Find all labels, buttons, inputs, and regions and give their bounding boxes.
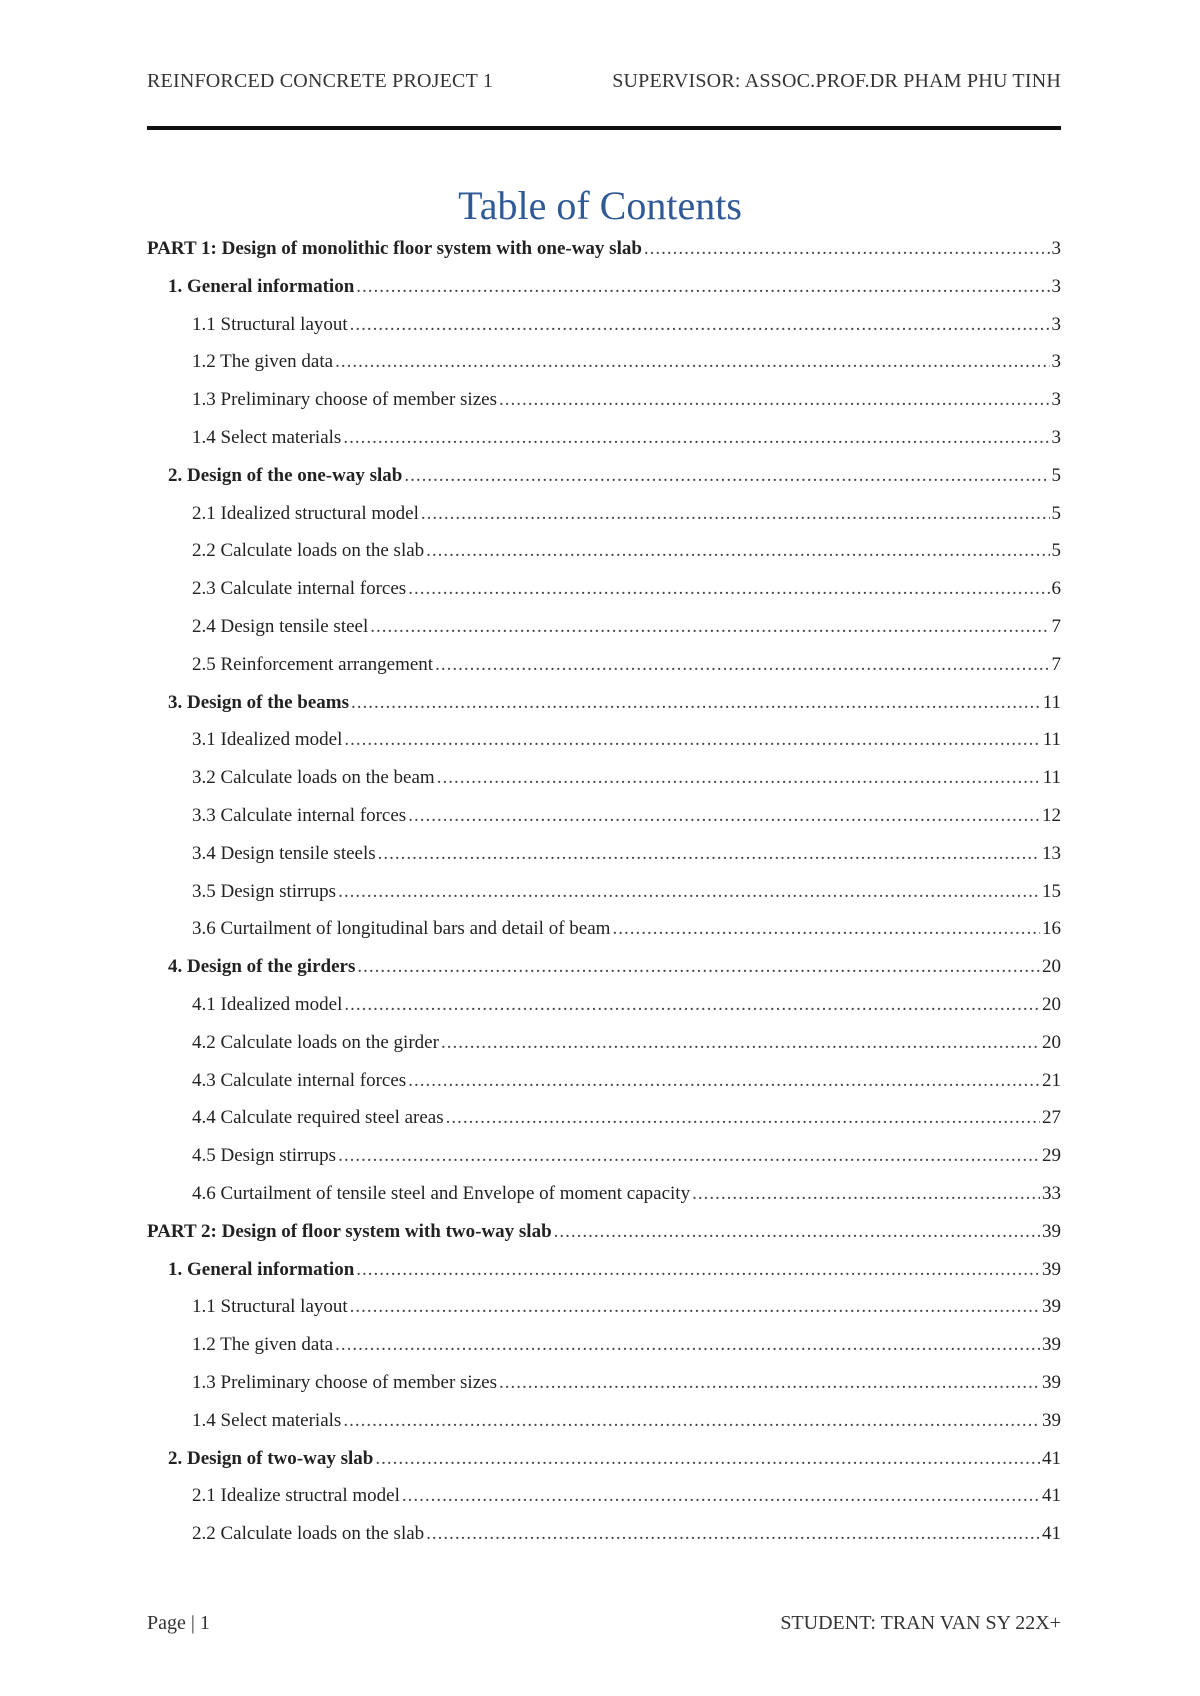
toc-entry[interactable] [147, 1251, 1061, 1289]
toc-entry-page: 41 [1042, 1447, 1061, 1469]
toc-dot-leader [426, 532, 1049, 570]
toc-dot-leader [437, 759, 1041, 797]
toc-entry-page: 39 [1042, 1371, 1061, 1393]
toc-entry-label: 4.3 Calculate internal forces [192, 1069, 407, 1091]
toc-entry[interactable] [147, 1440, 1061, 1478]
toc-entry[interactable] [147, 608, 1061, 646]
table-of-contents [147, 230, 1061, 1553]
toc-dot-leader [335, 1326, 1040, 1364]
toc-entry-page: 6 [1051, 578, 1061, 600]
toc-entry[interactable] [147, 381, 1061, 419]
toc-entry[interactable] [147, 1024, 1061, 1062]
page-footer [147, 1612, 1061, 1635]
toc-entry-label: 1.4 Select materials [192, 426, 342, 448]
toc-dot-leader [375, 1440, 1040, 1478]
toc-entry[interactable] [147, 910, 1061, 948]
toc-dot-leader [554, 1213, 1040, 1251]
toc-entry-page: 3 [1051, 275, 1061, 297]
toc-dot-leader [356, 268, 1049, 306]
footer-page-number: Page | 1 [147, 1612, 210, 1634]
toc-entry-page: 27 [1042, 1107, 1061, 1129]
toc-entry-page: 11 [1042, 729, 1061, 751]
toc-entry-label: 1.1 Structural layout [192, 1296, 348, 1318]
toc-entry[interactable] [147, 1213, 1061, 1251]
toc-entry-label: 3.6 Curtailment of longitudinal bars and detail of beam [192, 918, 611, 940]
toc-entry-page: 33 [1042, 1182, 1061, 1204]
toc-entry-page: 21 [1042, 1069, 1061, 1091]
toc-entry[interactable] [147, 1062, 1061, 1100]
toc-entry-label: 2.1 Idealized structural model [192, 502, 419, 524]
header-project-title: REINFORCED CONCRETE PROJECT 1 [147, 70, 494, 92]
toc-entry-page: 16 [1042, 918, 1061, 940]
toc-dot-leader [357, 948, 1040, 986]
toc-entry-page: 20 [1042, 956, 1061, 978]
toc-entry[interactable] [147, 457, 1061, 495]
toc-entry[interactable] [147, 1137, 1061, 1175]
footer-student: STUDENT: TRAN VAN SY 22X+ [780, 1612, 1061, 1634]
toc-dot-leader [344, 986, 1040, 1024]
toc-entry-page: 3 [1051, 313, 1061, 335]
toc-entry-label: 1.2 The given data [192, 1334, 334, 1356]
toc-entry-label: 3. Design of the beams [168, 691, 350, 713]
toc-entry-label: 4.6 Curtailment of tensile steel and Envelope of moment capacity [192, 1182, 691, 1204]
toc-entry-label: 2.2 Calculate loads on the slab [192, 540, 425, 562]
toc-dot-leader [350, 1288, 1040, 1326]
toc-entry-label: 3.4 Design tensile steels [192, 842, 376, 864]
toc-entry-label: 2. Design of two-way slab [168, 1447, 374, 1469]
toc-dot-leader [356, 1251, 1040, 1289]
toc-entry-page: 41 [1042, 1523, 1061, 1545]
page-header [147, 70, 1061, 93]
toc-entry-label: 2.2 Calculate loads on the slab [192, 1523, 425, 1545]
toc-entry[interactable] [147, 532, 1061, 570]
toc-entry[interactable] [147, 721, 1061, 759]
toc-entry[interactable] [147, 230, 1061, 268]
toc-entry[interactable] [147, 1099, 1061, 1137]
toc-entry-page: 3 [1051, 389, 1061, 411]
toc-dot-leader [344, 721, 1040, 759]
toc-dot-leader [335, 343, 1049, 381]
toc-title: Table of Contents [458, 183, 742, 228]
toc-dot-leader [350, 306, 1050, 344]
toc-entry[interactable] [147, 268, 1061, 306]
toc-dot-leader [644, 230, 1050, 268]
toc-entry-page: 11 [1042, 767, 1061, 789]
toc-entry-label: 3.5 Design stirrups [192, 880, 337, 902]
toc-entry[interactable] [147, 343, 1061, 381]
toc-dot-leader [343, 1402, 1040, 1440]
toc-entry-page: 20 [1042, 993, 1061, 1015]
toc-entry-page: 39 [1042, 1409, 1061, 1431]
toc-entry-label: 4.5 Design stirrups [192, 1145, 337, 1167]
toc-entry-label: 2.1 Idealize structral model [192, 1485, 400, 1507]
toc-entry[interactable] [147, 570, 1061, 608]
toc-dot-leader [499, 1364, 1040, 1402]
toc-entry[interactable] [147, 1477, 1061, 1515]
toc-entry[interactable] [147, 873, 1061, 911]
toc-dot-leader [402, 1477, 1040, 1515]
toc-dot-leader [435, 646, 1049, 684]
toc-entry[interactable] [147, 495, 1061, 533]
toc-entry-page: 15 [1042, 880, 1061, 902]
toc-entry-page: 20 [1042, 1031, 1061, 1053]
toc-entry-label: PART 2: Design of floor system with two-way slab [147, 1220, 552, 1242]
toc-dot-leader [351, 684, 1041, 722]
toc-entry-page: 5 [1051, 464, 1061, 486]
toc-entry-page: 5 [1051, 540, 1061, 562]
toc-entry-page: 41 [1042, 1485, 1061, 1507]
toc-entry-label: 3.3 Calculate internal forces [192, 804, 407, 826]
toc-entry-page: 39 [1042, 1258, 1061, 1280]
toc-entry-label: 4.4 Calculate required steel areas [192, 1107, 444, 1129]
toc-entry-page: 7 [1051, 615, 1061, 637]
toc-entry-page: 5 [1051, 502, 1061, 524]
toc-entry-label: 1.4 Select materials [192, 1409, 342, 1431]
toc-dot-leader [338, 1137, 1040, 1175]
toc-entry[interactable] [147, 684, 1061, 722]
toc-dot-leader [404, 457, 1049, 495]
toc-entry-page: 39 [1042, 1296, 1061, 1318]
toc-entry-page: 3 [1051, 426, 1061, 448]
toc-dot-leader [408, 797, 1040, 835]
toc-dot-leader [378, 835, 1040, 873]
toc-entry[interactable] [147, 759, 1061, 797]
toc-entry-label: 2.4 Design tensile steel [192, 615, 369, 637]
toc-entry-label: 4.2 Calculate loads on the girder [192, 1031, 439, 1053]
header-divider [147, 126, 1061, 130]
toc-dot-leader [421, 495, 1050, 533]
toc-entry[interactable] [147, 646, 1061, 684]
toc-entry[interactable] [147, 1515, 1061, 1553]
toc-entry-label: 1.3 Preliminary choose of member sizes [192, 389, 497, 411]
toc-entry-label: 2.5 Reinforcement arrangement [192, 653, 434, 675]
toc-entry[interactable] [147, 306, 1061, 344]
toc-dot-leader [441, 1024, 1040, 1062]
toc-dot-leader [343, 419, 1049, 457]
toc-entry-label: 2. Design of the one-way slab [168, 464, 403, 486]
toc-dot-leader [426, 1515, 1040, 1553]
toc-entry[interactable] [147, 1364, 1061, 1402]
toc-entry-label: 1. General information [168, 1258, 355, 1280]
toc-dot-leader [408, 1062, 1040, 1100]
toc-entry[interactable] [147, 419, 1061, 457]
toc-dot-leader [446, 1099, 1040, 1137]
toc-entry-label: PART 1: Design of monolithic floor system with one-way slab [147, 238, 642, 259]
toc-entry[interactable] [147, 1288, 1061, 1326]
toc-entry-page: 39 [1042, 1220, 1061, 1242]
toc-entry-label: 1. General information [168, 275, 355, 297]
toc-entry-label: 1.3 Preliminary choose of member sizes [192, 1371, 497, 1393]
toc-entry-page: 13 [1042, 842, 1061, 864]
toc-entry[interactable] [147, 797, 1061, 835]
toc-entry-label: 1.2 The given data [192, 351, 334, 373]
toc-entry[interactable] [147, 1326, 1061, 1364]
toc-dot-leader [499, 381, 1050, 419]
toc-entry-page: 11 [1042, 691, 1061, 713]
toc-entry[interactable] [147, 1175, 1061, 1213]
toc-entry-page: 39 [1042, 1334, 1061, 1356]
toc-entry-page: 7 [1051, 653, 1061, 675]
toc-dot-leader [408, 570, 1049, 608]
toc-entry[interactable] [147, 835, 1061, 873]
toc-entry-label: 4.1 Idealized model [192, 993, 343, 1015]
toc-entry-label: 4. Design of the girders [168, 956, 356, 978]
toc-dot-leader [612, 910, 1040, 948]
toc-entry-label: 2.3 Calculate internal forces [192, 578, 407, 600]
toc-entry-page: 3 [1051, 238, 1061, 259]
toc-entry-page: 29 [1042, 1145, 1061, 1167]
toc-entry[interactable] [147, 986, 1061, 1024]
toc-dot-leader [692, 1175, 1040, 1213]
toc-entry-label: 1.1 Structural layout [192, 313, 348, 335]
toc-entry-label: 3.2 Calculate loads on the beam [192, 767, 435, 789]
toc-entry[interactable] [147, 948, 1061, 986]
toc-dot-leader [338, 873, 1040, 911]
toc-entry-label: 3.1 Idealized model [192, 729, 343, 751]
toc-entry[interactable] [147, 1402, 1061, 1440]
toc-dot-leader [370, 608, 1049, 646]
toc-entry-page: 3 [1051, 351, 1061, 373]
toc-entry-page: 12 [1042, 804, 1061, 826]
header-supervisor: SUPERVISOR: ASSOC.PROF.DR PHAM PHU TINH [612, 70, 1061, 92]
